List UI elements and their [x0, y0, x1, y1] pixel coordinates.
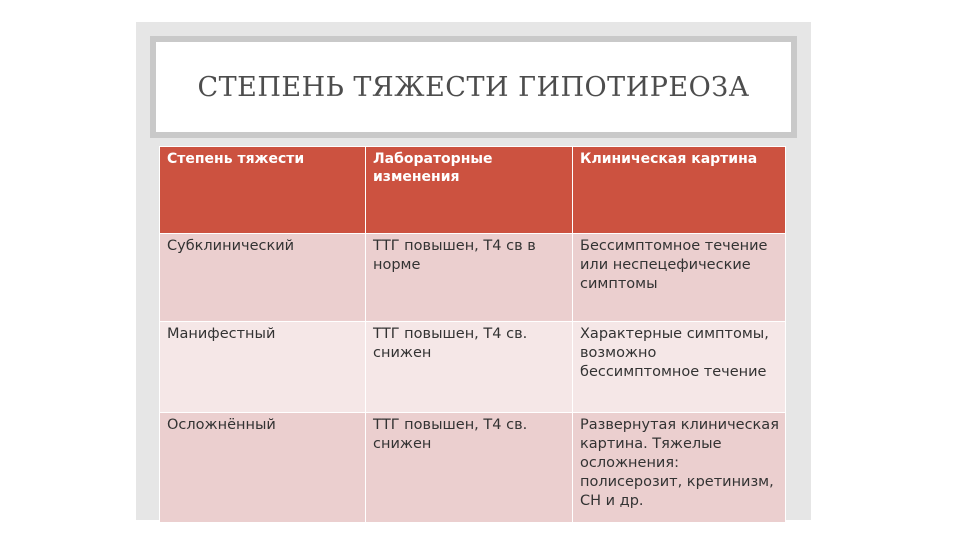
cell-severity: Манифестный	[160, 322, 366, 413]
slide-title: СТЕПЕНЬ ТЯЖЕСТИ ГИПОТИРЕОЗА	[197, 71, 750, 103]
table-row	[160, 322, 786, 413]
title-box	[156, 42, 791, 132]
header-severity: Степень тяжести	[160, 147, 366, 234]
header-lab-changes: Лабораторные изменения	[366, 147, 573, 234]
slide	[136, 22, 811, 520]
title-frame	[150, 36, 797, 138]
table-row	[160, 413, 786, 523]
header-clinical-picture: Клиническая картина	[573, 147, 786, 234]
table-row	[160, 234, 786, 322]
cell-lab: ТТГ повышен, Т4 св. снижен	[366, 413, 573, 523]
cell-lab: ТТГ повышен, Т4 св. снижен	[366, 322, 573, 413]
cell-clinical: Развернутая клиническая картина. Тяжелые осложнения: полисерозит, кретинизм, СН и др.	[573, 413, 786, 523]
table-header-row	[160, 147, 786, 234]
cell-severity: Субклинический	[160, 234, 366, 322]
cell-clinical: Характерные симптомы, возможно бессимптомное течение	[573, 322, 786, 413]
cell-lab: ТТГ повышен, Т4 св в норме	[366, 234, 573, 322]
severity-table	[159, 146, 786, 523]
cell-clinical: Бессимптомное течение или неспецефические симптомы	[573, 234, 786, 322]
cell-severity: Осложнённый	[160, 413, 366, 523]
